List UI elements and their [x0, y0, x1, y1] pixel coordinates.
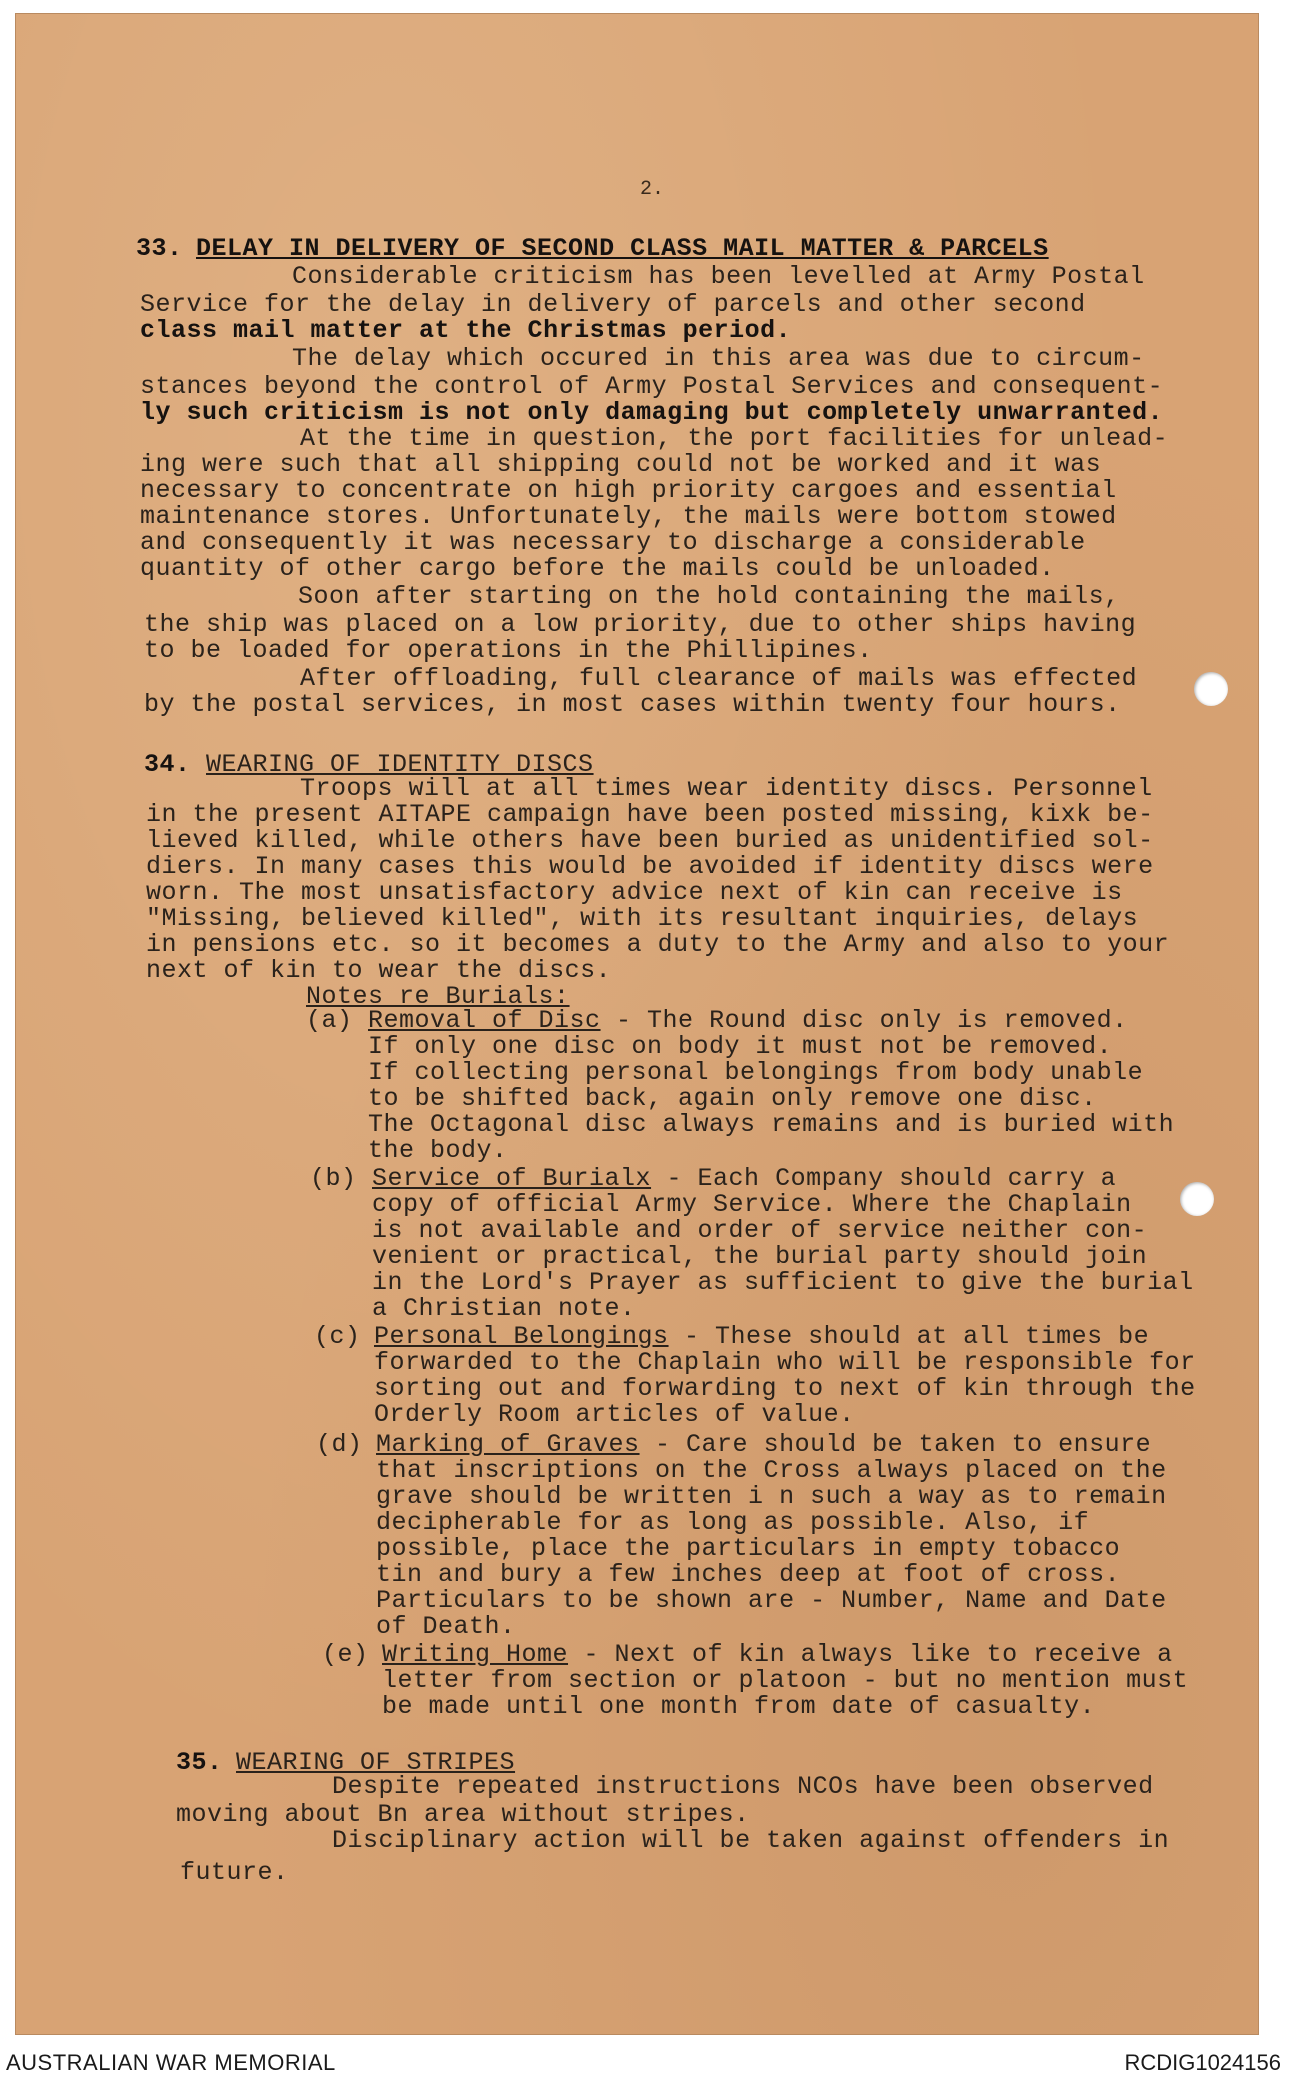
note-d-text: [376, 1432, 1151, 1458]
note-d-line-4: decipherable for as long as possible. Also, if: [376, 1508, 1090, 1537]
note-d-line-6: tin and bury a few inches deep at foot of cross.: [376, 1560, 1121, 1589]
note-b-line-3: is not available and order of service neither con-: [372, 1216, 1148, 1245]
section-33-number: 33.: [136, 234, 183, 263]
note-a-line-6: the body.: [368, 1136, 508, 1165]
note-d-letter: (d): [316, 1430, 363, 1459]
note-c-line-3: sorting out and forwarding to next of kin through the: [374, 1374, 1196, 1403]
s34-line-7: in pensions etc. so it becomes a duty to the Army and also to your: [146, 930, 1170, 959]
section-35-number: 35.: [176, 1748, 223, 1777]
note-c-letter: (c): [314, 1322, 361, 1351]
s33-line-10: maintenance stores. Unfortunately, the mails were bottom stowed: [140, 502, 1117, 531]
note-d-line-3: grave should be written i n such a way as to remain: [376, 1482, 1167, 1511]
note-c-line-2: forwarded to the Chaplain who will be responsible for: [374, 1348, 1196, 1377]
s35-line-1: Despite repeated instructions NCOs have been observed: [332, 1772, 1154, 1801]
note-d-line-8: of Death.: [376, 1612, 516, 1641]
punch-hole-bottom: [1180, 1182, 1214, 1216]
s33-line-6: ly such criticism is not only damaging but completely unwarranted.: [140, 398, 1164, 427]
note-c-line-1: - These should at all times be: [668, 1322, 1150, 1351]
note-b-line-4: venient or practical, the burial party should join: [372, 1242, 1148, 1271]
s34-line-2: in the present AITAPE campaign have been posted missing, kixk be-: [146, 800, 1154, 829]
s34-line-1: Troops will at all times wear identity discs. Personnel: [300, 774, 1153, 803]
s35-line-3: Disciplinary action will be taken against offenders in: [332, 1826, 1170, 1855]
note-d-line-7: Particulars to be shown are - Number, Name and Date: [376, 1586, 1167, 1615]
note-d-title: Marking of Graves: [376, 1430, 640, 1459]
s33-line-3: class mail matter at the Christmas period.: [140, 316, 792, 345]
note-e-letter: (e): [322, 1640, 369, 1669]
note-a-letter: (a): [306, 1006, 353, 1035]
note-a-line-3: If collecting personal belongings from body unable: [368, 1058, 1144, 1087]
note-a-line-2: If only one disc on body it must not be removed.: [368, 1032, 1113, 1061]
note-b-line-2: copy of official Army Service. Where the Chaplain: [372, 1190, 1132, 1219]
note-b-line-1: - Each Company should carry a: [651, 1164, 1117, 1193]
s33-line-5: stances beyond the control of Army Postal Services and consequent-: [140, 372, 1164, 401]
s33-line-8: ing were such that all shipping could not be worked and it was: [140, 450, 1102, 479]
note-b-line-5: in the Lord's Prayer as sufficient to give the burial: [372, 1268, 1194, 1297]
note-a-line-4: to be shifted back, again only remove one disc.: [368, 1084, 1097, 1113]
s34-line-8: next of kin to wear the discs.: [146, 956, 612, 985]
s33-line-14: the ship was placed on a low priority, due to other ships having: [144, 610, 1137, 639]
note-e-line-1: - Next of kin always like to receive a: [568, 1640, 1173, 1669]
note-e-title: Writing Home: [382, 1640, 569, 1669]
note-b-letter: (b): [310, 1164, 357, 1193]
note-d-line-1: - Care should be taken to ensure: [639, 1430, 1152, 1459]
s35-line-2: moving about Bn area without stripes.: [176, 1800, 750, 1829]
note-c-text: [374, 1324, 1149, 1350]
note-d-line-5: possible, place the particulars in empty tobacco: [376, 1534, 1121, 1563]
punch-hole-top: [1194, 672, 1228, 706]
page-mark: 2.: [640, 178, 665, 201]
s33-line-15: to be loaded for operations in the Phillipines.: [144, 636, 873, 665]
footer-archive-name: AUSTRALIAN WAR MEMORIAL: [6, 2050, 336, 2075]
footer-record-id: RCDIG1024156: [1124, 2050, 1281, 2075]
s33-line-7: At the time in question, the port facilities for unlead-: [300, 424, 1169, 453]
note-e-line-3: be made until one month from date of casualty.: [382, 1692, 1096, 1721]
s33-line-11: and consequently it was necessary to discharge a considerable: [140, 528, 1086, 557]
note-b-title: Service of Burialx: [372, 1164, 652, 1193]
section-35-heading: WEARING OF STRIPES: [236, 1748, 516, 1777]
s33-line-13: Soon after starting on the hold containing the mails,: [298, 582, 1120, 611]
note-b-line-6: a Christian note.: [372, 1294, 636, 1323]
s33-line-12: quantity of other cargo before the mails could be unloaded.: [140, 554, 1055, 583]
s33-line-2: Service for the delay in delivery of parcels and other second: [140, 290, 1086, 319]
note-a-line-1: - The Round disc only is removed.: [600, 1006, 1128, 1035]
s33-line-9: necessary to concentrate on high priority cargoes and essential: [140, 476, 1117, 505]
s33-line-1: Considerable criticism has been levelled at Army Postal: [292, 262, 1145, 291]
section-34-heading: WEARING OF IDENTITY DISCS: [206, 750, 594, 779]
note-a-text: [368, 1008, 1128, 1034]
note-b-text: [372, 1166, 1116, 1192]
s33-line-17: by the postal services, in most cases within twenty four hours.: [144, 690, 1121, 719]
section-34-number: 34.: [144, 750, 191, 779]
notes-heading: Notes re Burials:: [306, 982, 570, 1011]
s33-line-4: The delay which occured in this area was due to circum-: [292, 344, 1145, 373]
note-e-line-2: letter from section or platoon - but no mention must: [382, 1666, 1189, 1695]
note-a-line-5: The Octagonal disc always remains and is buried with: [368, 1110, 1175, 1139]
note-a-title: Removal of Disc: [368, 1006, 601, 1035]
section-33-heading: DELAY IN DELIVERY OF SECOND CLASS MAIL MATTER & PARCELS: [196, 234, 1049, 263]
note-d-line-2: that inscriptions on the Cross always placed on the: [376, 1456, 1167, 1485]
s35-line-4: future.: [180, 1858, 289, 1887]
s34-line-4: diers. In many cases this would be avoided if identity discs were: [146, 852, 1154, 881]
note-c-title: Personal Belongings: [374, 1322, 669, 1351]
s34-line-3: lieved killed, while others have been buried as unidentified sol-: [146, 826, 1154, 855]
s34-line-6: "Missing, believed killed", with its resultant inquiries, delays: [146, 904, 1139, 933]
s34-line-5: worn. The most unsatisfactory advice next of kin can receive is: [146, 878, 1123, 907]
note-c-line-4: Orderly Room articles of value.: [374, 1400, 855, 1429]
s33-line-16: After offloading, full clearance of mails was effected: [300, 664, 1138, 693]
note-e-text: [382, 1642, 1173, 1668]
